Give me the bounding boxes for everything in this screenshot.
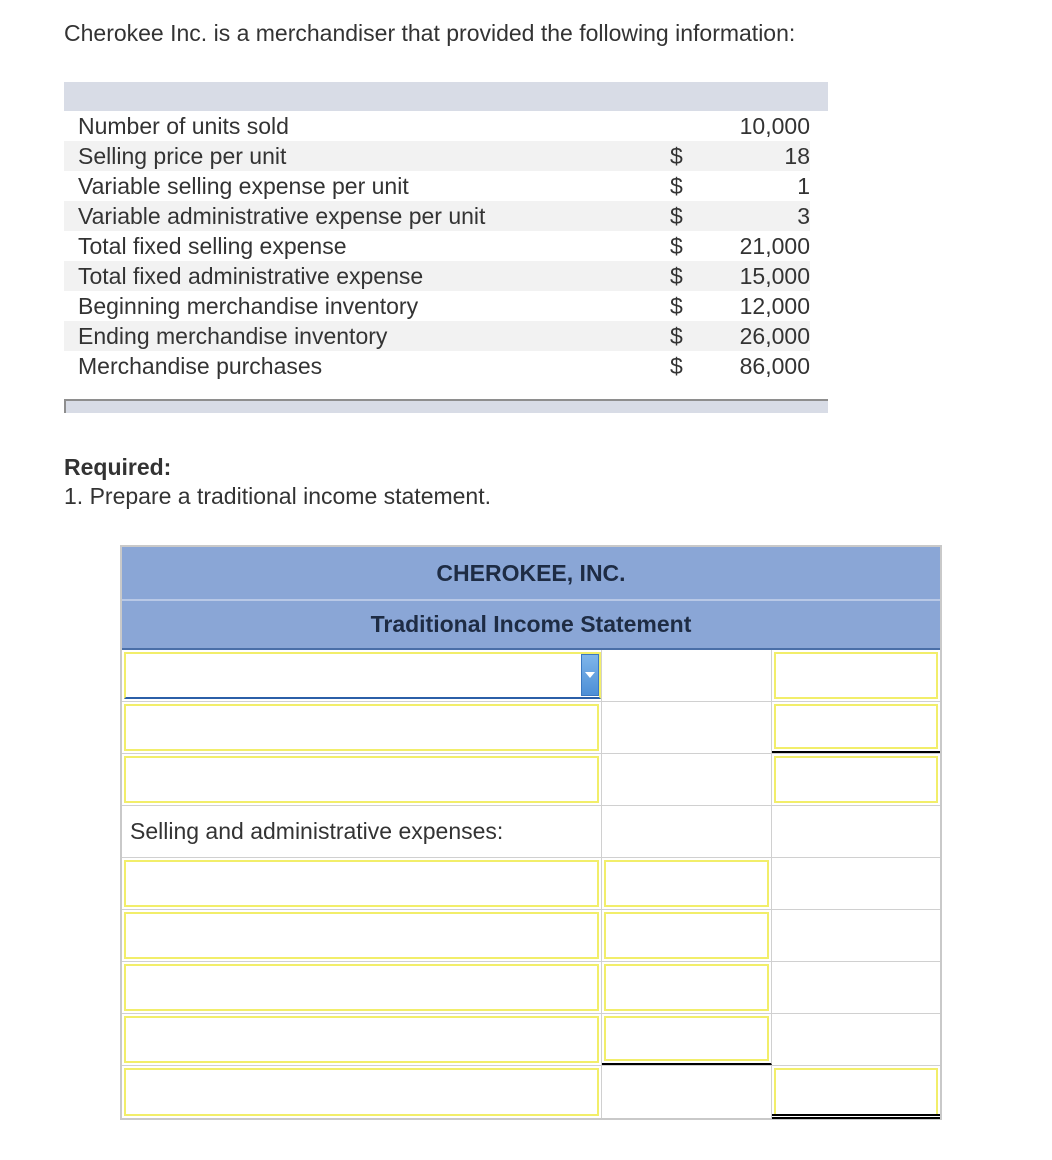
statement-row bbox=[122, 858, 940, 910]
info-label: Total fixed administrative expense bbox=[64, 261, 670, 291]
info-label: Ending merchandise inventory bbox=[64, 321, 670, 351]
info-row bbox=[64, 261, 810, 291]
info-value: 86,000 bbox=[739, 353, 810, 379]
account-input[interactable] bbox=[124, 1068, 599, 1116]
info-value: 3 bbox=[710, 201, 810, 231]
statement-row bbox=[122, 962, 940, 1014]
section-label-cell bbox=[122, 806, 602, 857]
info-currency: $ bbox=[670, 201, 710, 231]
account-cell bbox=[122, 702, 602, 753]
amount-input[interactable] bbox=[604, 964, 769, 1011]
info-currency: $ bbox=[670, 233, 683, 259]
info-label: Selling price per unit bbox=[64, 141, 670, 171]
required-item-1: 1. Prepare a traditional income statement. bbox=[64, 483, 492, 509]
info-label: Number of units sold bbox=[78, 113, 289, 139]
total-cell-empty bbox=[772, 858, 940, 909]
total-input[interactable] bbox=[774, 756, 938, 803]
account-cell bbox=[122, 858, 602, 909]
info-value: 15,000 bbox=[710, 261, 810, 291]
info-value: 10,000 bbox=[739, 113, 810, 139]
total-cell-empty bbox=[772, 806, 940, 857]
info-label: Variable selling expense per unit bbox=[78, 173, 409, 199]
info-currency bbox=[670, 111, 710, 141]
info-label: Merchandise purchases bbox=[78, 353, 323, 379]
statement-row bbox=[122, 806, 940, 858]
statement-row bbox=[122, 702, 940, 754]
statement-row bbox=[122, 1014, 940, 1066]
account-cell bbox=[122, 1014, 602, 1065]
account-input[interactable] bbox=[124, 1016, 599, 1063]
statement-title: Traditional Income Statement bbox=[122, 601, 940, 650]
amount-cell bbox=[602, 962, 772, 1013]
info-currency: $ bbox=[670, 321, 710, 351]
amount-cell-empty bbox=[602, 650, 772, 701]
total-cell-empty bbox=[772, 1014, 940, 1065]
net-total-input[interactable] bbox=[774, 1068, 938, 1116]
info-table-body bbox=[64, 111, 810, 381]
statement-company-name: CHEROKEE, INC. bbox=[122, 547, 940, 601]
account-input[interactable] bbox=[124, 964, 599, 1011]
info-currency: $ bbox=[670, 173, 683, 199]
amount-input[interactable] bbox=[604, 1016, 769, 1061]
info-row bbox=[64, 351, 810, 381]
total-input[interactable] bbox=[774, 704, 938, 749]
info-table-header-band bbox=[64, 82, 828, 111]
info-currency: $ bbox=[670, 353, 683, 379]
account-select-input[interactable] bbox=[124, 652, 601, 699]
account-cell bbox=[122, 754, 602, 805]
amount-cell-empty bbox=[602, 702, 772, 753]
info-value: 1 bbox=[797, 173, 810, 199]
statement-row bbox=[122, 1066, 940, 1118]
info-row bbox=[64, 141, 810, 171]
amount-cell-empty bbox=[602, 1066, 772, 1118]
statement-row bbox=[122, 650, 940, 702]
total-cell bbox=[772, 702, 940, 753]
info-row bbox=[64, 171, 810, 201]
amount-cell bbox=[602, 1014, 772, 1065]
amount-cell-empty bbox=[602, 754, 772, 805]
account-input[interactable] bbox=[124, 704, 599, 751]
info-label: Variable administrative expense per unit bbox=[64, 201, 670, 231]
info-currency: $ bbox=[670, 261, 710, 291]
info-value: 26,000 bbox=[710, 321, 810, 351]
account-cell bbox=[122, 650, 602, 701]
total-input[interactable] bbox=[774, 652, 938, 699]
info-currency: $ bbox=[670, 141, 710, 171]
required-section bbox=[64, 454, 491, 510]
info-label: Total fixed selling expense bbox=[78, 233, 347, 259]
account-input[interactable] bbox=[124, 912, 599, 959]
total-cell bbox=[772, 754, 940, 805]
total-cell-empty bbox=[772, 910, 940, 961]
info-value: 12,000 bbox=[739, 293, 810, 319]
info-label: Beginning merchandise inventory bbox=[78, 293, 419, 319]
amount-cell bbox=[602, 910, 772, 961]
account-cell bbox=[122, 910, 602, 961]
info-row bbox=[64, 111, 810, 141]
selling-admin-expenses-label: Selling and administrative expenses: bbox=[130, 818, 504, 844]
net-total-cell bbox=[772, 1066, 940, 1118]
account-cell bbox=[122, 1066, 602, 1118]
info-row bbox=[64, 321, 810, 351]
account-input[interactable] bbox=[124, 860, 599, 907]
total-cell bbox=[772, 650, 940, 701]
total-cell-empty bbox=[772, 962, 940, 1013]
dropdown-arrow-icon[interactable] bbox=[581, 654, 599, 696]
problem-intro: Cherokee Inc. is a merchandiser that provided the following information: bbox=[64, 20, 796, 46]
given-information-table bbox=[64, 82, 828, 413]
income-statement-table bbox=[120, 545, 942, 1120]
amount-input[interactable] bbox=[604, 912, 769, 959]
info-value: 21,000 bbox=[739, 233, 810, 259]
info-table-footer-band bbox=[64, 399, 828, 413]
info-row bbox=[64, 291, 810, 321]
info-value: 18 bbox=[710, 141, 810, 171]
account-cell bbox=[122, 962, 602, 1013]
info-currency: $ bbox=[670, 293, 683, 319]
required-title: Required: bbox=[64, 454, 172, 480]
amount-cell bbox=[602, 858, 772, 909]
amount-cell-empty bbox=[602, 806, 772, 857]
amount-input[interactable] bbox=[604, 860, 769, 907]
account-input[interactable] bbox=[124, 756, 599, 803]
info-row bbox=[64, 231, 810, 261]
info-row bbox=[64, 201, 810, 231]
statement-row bbox=[122, 754, 940, 806]
statement-row bbox=[122, 910, 940, 962]
